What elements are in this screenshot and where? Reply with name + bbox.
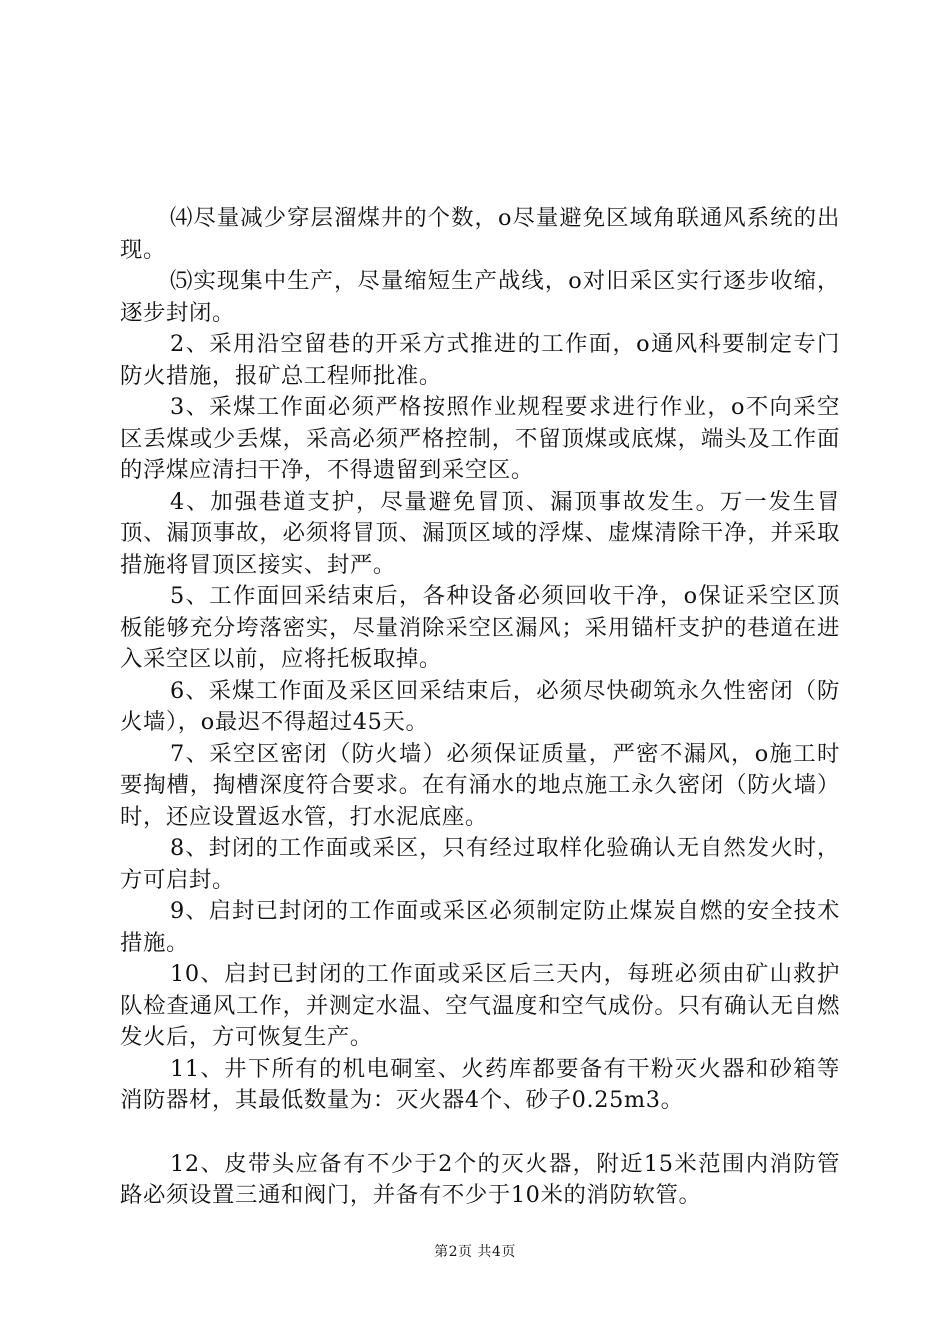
- paragraph-3: 3、采煤工作面必须严格按照作业规程要求进行作业，o不向采空区丢煤或少丢煤，采高必须严格控制，不留顶煤或底煤，端头及工作面的浮煤应清扫干净，不得遗留到采空区。: [120, 394, 840, 483]
- paragraph-12: 12、皮带头应备有不少于2个的灭火器，附近15米范围内消防管路必须设置三通和阀门，并备有不少于10米的消防软管。: [120, 1150, 840, 1208]
- paragraph-11: 11、井下所有的机电硐室、火药库都要备有干粉灭火器和砂箱等消防器材，其最低数量为：灭火器4个、砂子0.25m3。: [120, 1055, 840, 1113]
- page-footer: 第2页 共4页: [434, 1244, 516, 1260]
- paragraph-4: 4、加强巷道支护，尽量避免冒顶、漏顶事故发生。万一发生冒顶、漏顶事故，必须将冒顶、漏顶区域的浮煤、虚煤清除干净，并采取措施将冒顶区接实、封严。: [120, 488, 840, 578]
- paragraph-item-4: ⑷尽量减少穿层溜煤井的个数，o尽量避免区域角联通风系统的出现。: [120, 205, 840, 263]
- paragraph-5: 5、工作面回采结束后，各种设备必须回收干净，o保证采空区顶板能够充分垮落密实，尽量消除采空区漏风；采用锚杆支护的巷道在进入采空区以前，应将托板取掉。: [120, 583, 840, 672]
- paragraph-item-5: ⑸实现集中生产，尽量缩短生产战线，o对旧采区实行逐步收缩，逐步封闭。: [120, 268, 840, 326]
- paragraph-9: 9、启封已封闭的工作面或采区必须制定防止煤炭自燃的安全技术措施。: [120, 898, 840, 956]
- paragraph-7: 7、采空区密闭（防火墙）必须保证质量，严密不漏风，o施工时要掏槽，掏槽深度符合要求。在有涌水的地点施工永久密闭（防火墙）时，还应设置返水管，打水泥底座。: [120, 740, 840, 830]
- paragraph-10: 10、启封已封闭的工作面或采区后三天内，每班必须由矿山救护队检查通风工作，并测定水温、空气温度和空气成份。只有确认无自燃发火后，方可恢复生产。: [120, 961, 840, 1050]
- paragraph-2: 2、采用沿空留巷的开采方式推进的工作面，o通风科要制定专门防火措施，报矿总工程师批准。: [120, 331, 840, 389]
- document-body: [120, 203, 840, 1212]
- paragraph-6: 6、采煤工作面及采区回采结束后，必须尽快砌筑永久性密闭（防火墙），o最迟不得超过45天。: [120, 677, 840, 735]
- paragraph-8: 8、封闭的工作面或采区，只有经过取样化验确认无自然发火时，方可启封。: [120, 835, 840, 893]
